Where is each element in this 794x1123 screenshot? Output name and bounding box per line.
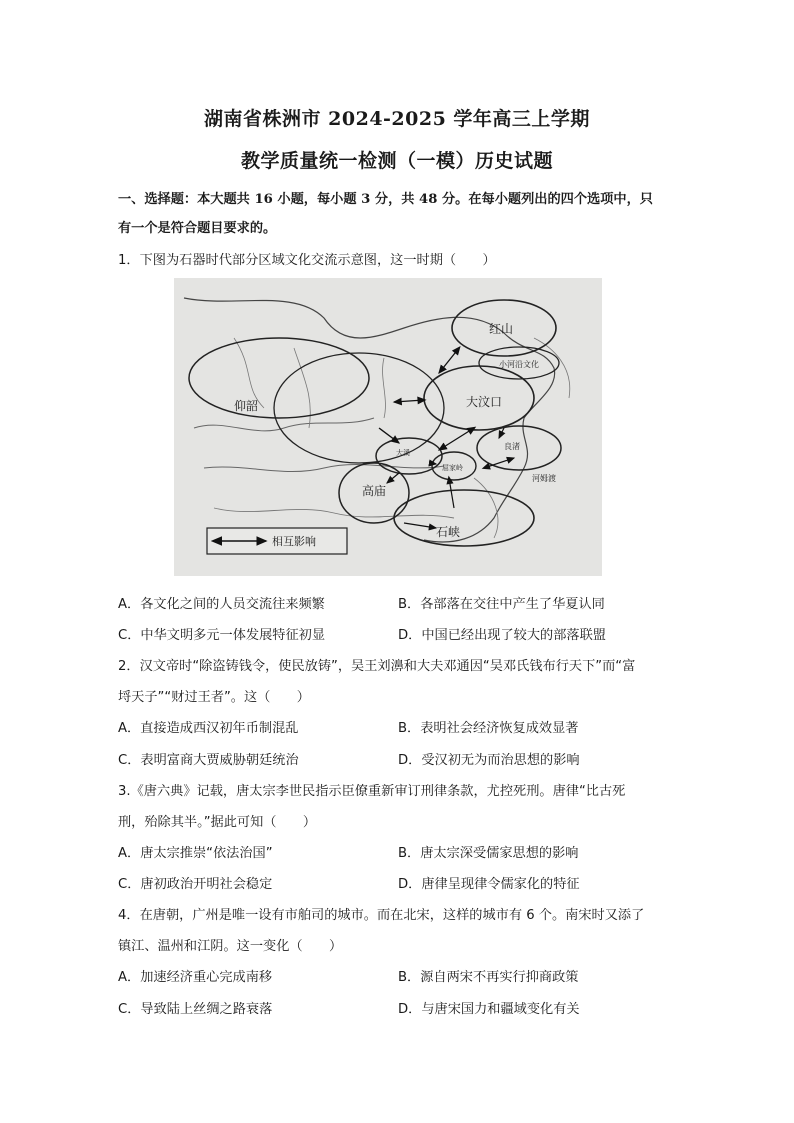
q3-option-d: D．唐律呈现律令儒家化的特征 bbox=[398, 877, 580, 892]
q4-stem-line-2: 镇江、温州和江阴。这一变化（ ） bbox=[118, 939, 343, 954]
label-qujialing: 屈家岭 bbox=[442, 464, 463, 472]
section-heading-line-2: 有一个是符合题目要求的。 bbox=[118, 221, 277, 236]
q4-option-b: B．源自两宋不再实行抑商政策 bbox=[398, 970, 579, 985]
q3-stem-line-2: 刑，殆除其半。”据此可知（ ） bbox=[118, 815, 317, 830]
q2-option-a: A．直接造成西汉初年币制混乱 bbox=[118, 721, 299, 736]
q3-stem-line-1: 3.《唐六典》记载，唐太宗李世民指示臣僚重新审订刑律条款，尤控死刑。唐律“比古死 bbox=[118, 784, 626, 799]
label-yangshao: 仰韶 bbox=[234, 399, 259, 413]
q1-option-a: A．各文化之间的人员交流往来频繁 bbox=[118, 597, 325, 612]
label-dawenkou: 大汶口 bbox=[466, 395, 503, 409]
q3-option-a: A．唐太宗推崇“依法治国” bbox=[118, 846, 273, 861]
label-liangzhu: 良渚 bbox=[504, 442, 520, 451]
q2-option-c: C．表明富商大贾威胁朝廷统治 bbox=[118, 753, 299, 768]
map-drawing bbox=[174, 278, 602, 576]
q1-stem: 1．下图为石器时代部分区域文化交流示意图，这一时期（ ） bbox=[118, 253, 496, 268]
q4-option-c: C．导致陆上丝绸之路衰落 bbox=[118, 1002, 273, 1017]
q1-option-d: D．中国已经出现了较大的部落联盟 bbox=[398, 628, 606, 643]
label-xiaoheyan: 小河沿文化 bbox=[499, 360, 539, 369]
q4-stem-line-1: 4．在唐朝，广州是唯一设有市舶司的城市。而在北宋，这样的城市有 6 个。南宋时又添了 bbox=[118, 908, 645, 923]
label-hemudu: 河姆渡 bbox=[532, 474, 556, 483]
q4-option-a: A．加速经济重心完成南移 bbox=[118, 970, 273, 985]
q2-stem-line-1: 2．汉文帝时“除盗铸钱令，使民放铸”，吴王刘濞和大夫邓通因“吴邓氏钱布行天下”而“富 bbox=[118, 659, 636, 674]
culture-exchange-map bbox=[174, 278, 602, 576]
label-gaomiao: 高庙 bbox=[362, 484, 387, 498]
label-daxi: 大溪 bbox=[396, 449, 410, 457]
legend-label: 相互影响 bbox=[272, 535, 316, 548]
q2-option-d: D．受汉初无为而治思想的影响 bbox=[398, 753, 580, 768]
section-heading-line-1: 一、选择题：本大题共 16 小题，每小题 3 分，共 48 分。在每小题列出的四个选项中，只 bbox=[118, 192, 653, 207]
q4-option-d: D．与唐宋国力和疆域变化有关 bbox=[398, 1002, 580, 1017]
q1-option-c: C．中华文明多元一体发展特征初显 bbox=[118, 628, 326, 643]
q3-option-c: C．唐初政治开明社会稳定 bbox=[118, 877, 273, 892]
label-shixia: 石峡 bbox=[436, 525, 461, 539]
q2-option-b: B．表明社会经济恢复成效显著 bbox=[398, 721, 579, 736]
q3-option-b: B．唐太宗深受儒家思想的影响 bbox=[398, 846, 579, 861]
title-line-2: 教学质量统一检测（一模）历史试题 bbox=[240, 150, 553, 172]
label-hongshan: 红山 bbox=[489, 322, 514, 336]
title-line-1: 湖南省株洲市 2024-2025 学年高三上学期 bbox=[204, 108, 590, 130]
q2-stem-line-2: 埒天子”“财过王者”。这（ ） bbox=[118, 690, 310, 705]
q1-option-b: B．各部落在交往中产生了华夏认同 bbox=[398, 597, 605, 612]
